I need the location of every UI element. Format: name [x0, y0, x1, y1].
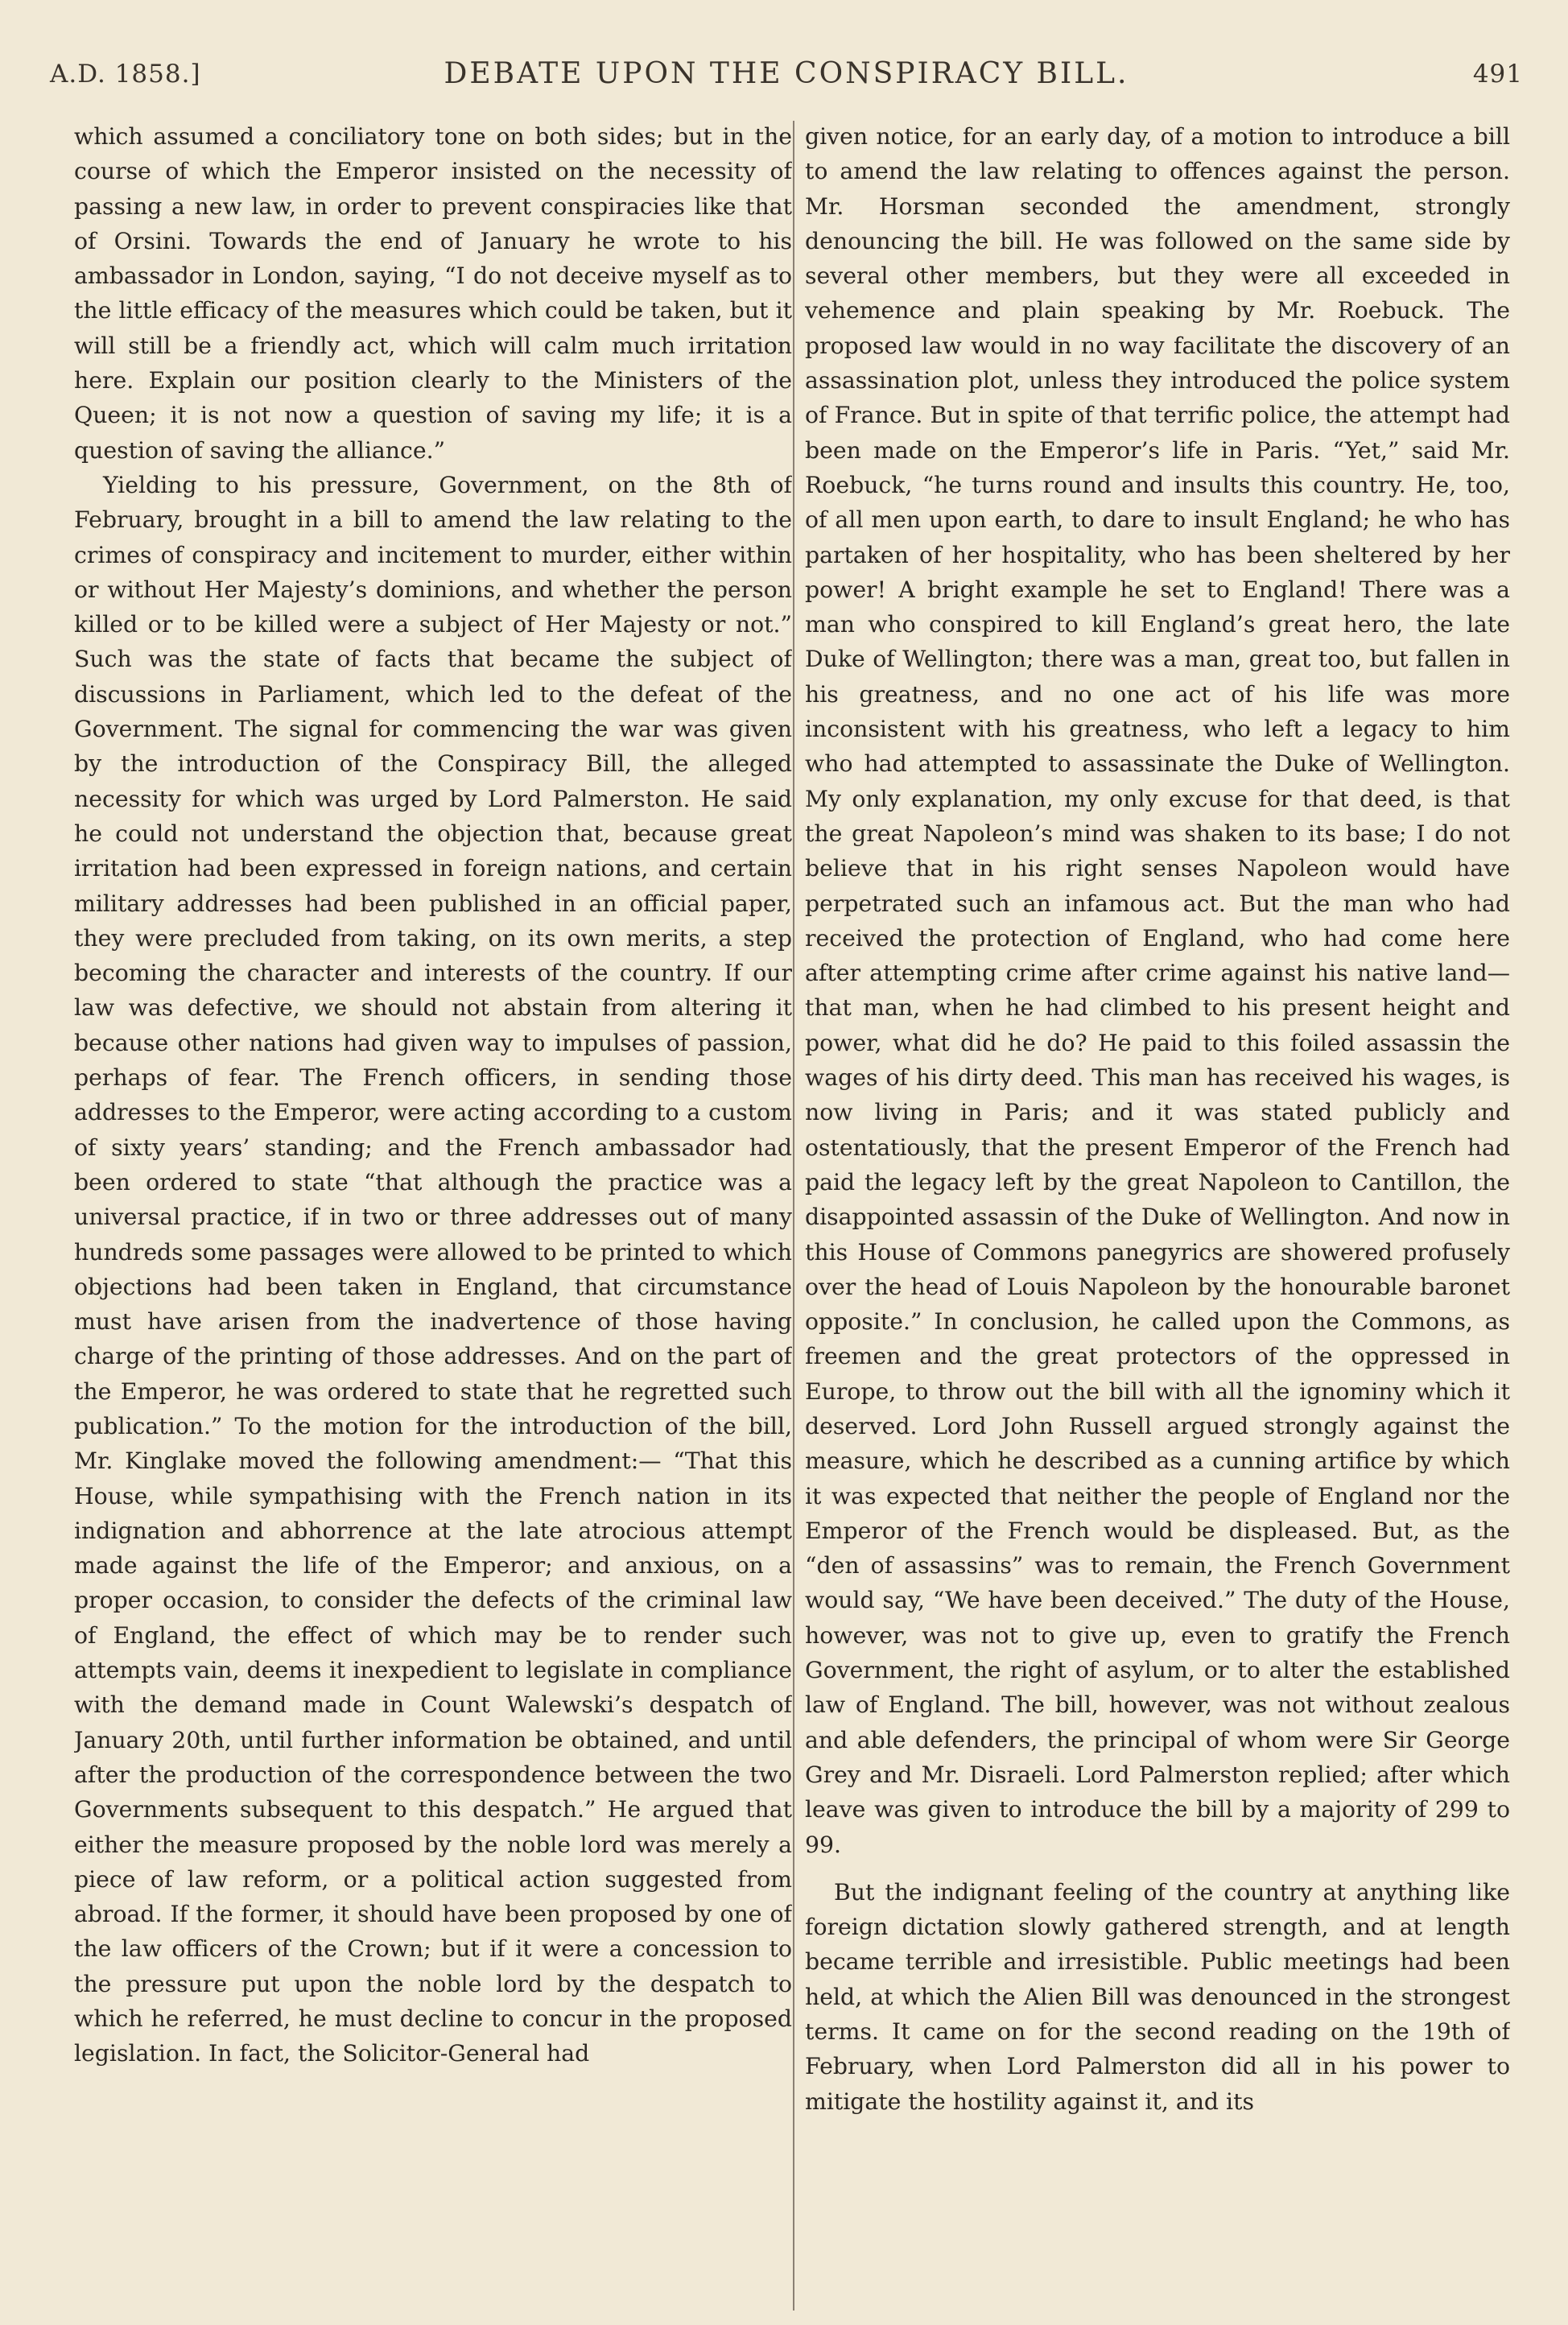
header-date: A.D. 1858.] — [50, 60, 201, 89]
left-paragraph-2: Yielding to his pressure, Government, on the 8th of February, brought in a bill to amend the law relating to the crimes of conspiracy and incitement to murder, either within or without Her Majesty’s dominions, and whether the person killed or to be killed were a subject of Her Majesty or not.” Such was the state of facts that became the subject of discussions in Parliament, which led to the defeat of the Government. The signal for commencing the war was given by the introduction of the Conspiracy Bill, the alleged necessity for which was urged by Lord Palmerston. He said he could not understand the objection that, because great irritation had been expressed in foreign nations, and certain military addresses had been published in an official paper, they were precluded from taking, on its own merits, a step becoming the character and interests of the country. If our law was defective, we should not abstain from altering it because other nations had given way to impulses of passion, perhaps of fear. The French officers, in sending those addresses to the Emperor, were acting according to a custom of sixty years’ standing; and the French ambassador had been ordered to state “that although the practice was a universal practice, if in two or three addresses out of many hundreds some passages were allowed to be printed to which objections had been taken in England, that circumstance must have arisen from the inadvertence of those having charge of the printing of those addresses. And on the part of the Emperor, he was ordered to state that he regretted such publication.” To the motion for the introduction of the bill, Mr. Kinglake moved the following amendment:— “That this House, while sympathising with the French nation in its indignation and abhorrence at the late atrocious attempt made against the life of the Emperor; and anxious, on a proper occasion, to consider the defects of the criminal law of England, the effect of which may be to render such attempts vain, deems it inexpedient to legislate in compliance with the demand made in Count Walewski’s despatch of January 20th, until further information be obtained, and until after the production of the correspondence between the two Governments subsequent to this despatch.” He argued that either the measure proposed by the noble lord was merely a piece of law reform, or a political action suggested from abroad. If the former, it should have been proposed by one of the law officers of the Crown; but if it were a concession to the pressure put upon the noble lord by the despatch to which he referred, he must decline to concur in the proposed legislation. In fact, the Solicitor-General had — [74, 471, 792, 2067]
running-header — [50, 52, 1523, 97]
column-divider — [793, 121, 794, 2311]
left-column — [74, 119, 792, 2309]
right-paragraph-1: given notice, for an early day, of a motion to introduce a bill to amend the law relating to offences against the person. Mr. Horsman seconded the amendment, strongly denouncing the bill. He was followed on the same side by several other members, but they were all exceeded in vehemence and plain speaking by Mr. Roebuck. The proposed law would in no way facilitate the discovery of an assassination plot, unless they introduced the police system of France. But in spite of that terrific police, the attempt had been made on the Emperor’s life in Paris. “Yet,” said Mr. Roebuck, “he turns round and insults this country. He, too, of all men upon earth, to dare to insult England; he who has partaken of her hospitality, who has been sheltered by her power! A bright example he set to England! There was a man who conspired to kill England’s great hero, the late Duke of Wellington; there was a man, great too, but fallen in his greatness, and no one act of his life was more inconsistent with his greatness, who left a legacy to him who had attempted to assassinate the Duke of Wellington. My only explanation, my only excuse for that deed, is that the great Napoleon’s mind was shaken to its base; I do not believe that in his right senses Napoleon would have perpetrated such an infamous act. But the man who had received the protection of England, who had come here after attempting crime after crime against his native land—that man, when he had climbed to his present height and power, what did he do? He paid to this foiled assassin the wages of his dirty deed. This man has received his wages, is now living in Paris; and it was stated publicly and ostentatiously, that the present Emperor of the French had paid the legacy left by the great Napoleon to Cantillon, the disappointed assassin of the Duke of Wellington. And now in this House of Commons panegyrics are showered profusely over the head of Louis Napoleon by the honourable baronet opposite.” In conclusion, he called upon the Commons, as freemen and the great protectors of the oppressed in Europe, to throw out the bill with all the ignominy which it deserved. Lord John Russell argued strongly against the measure, which he described as a cunning artifice by which it was expected that neither the people of England nor the Emperor of the French would be displeased. But, as the “den of assassins” was to remain, the French Government would say, “We have been deceived.” The duty of the House, however, was not to give up, even to gratify the French Government, the right of asylum, or to alter the established law of England. The bill, however, was not without zealous and able defenders, the principal of whom were Sir George Grey and Mr. Disraeli. Lord Palmerston replied; after which leave was given to introduce the bill by a majority of 299 to 99. — [805, 123, 1510, 1858]
right-column — [805, 119, 1510, 2309]
header-title: DEBATE UPON THE CONSPIRACY BILL. — [444, 57, 1129, 90]
page-number: 491 — [1472, 60, 1523, 89]
left-paragraph-1: which assumed a conciliatory tone on both sides; but in the course of which the Emperor insisted on the necessity of passing a new law, in order to prevent conspiracies like that of Orsini. Towards the end of January he wrote to his ambassador in London, saying, “I do not deceive myself as to the little efficacy of the measures which could be taken, but it will still be a friendly act, which will calm much irritation here. Explain our position clearly to the Ministers of the Queen; it is not now a question of saving my life; it is a question of saving the alliance.” — [74, 123, 792, 464]
right-paragraph-2: But the indignant feeling of the country at anything like foreign dictation slowly gathered strength, and at length became terrible and irresistible. Public meetings had been held, at which the Alien Bill was denounced in the strongest terms. It came on for the second reading on the 19th of February, when Lord Palmerston did all in his power to mitigate the hostility against it, and its — [805, 1878, 1510, 2115]
